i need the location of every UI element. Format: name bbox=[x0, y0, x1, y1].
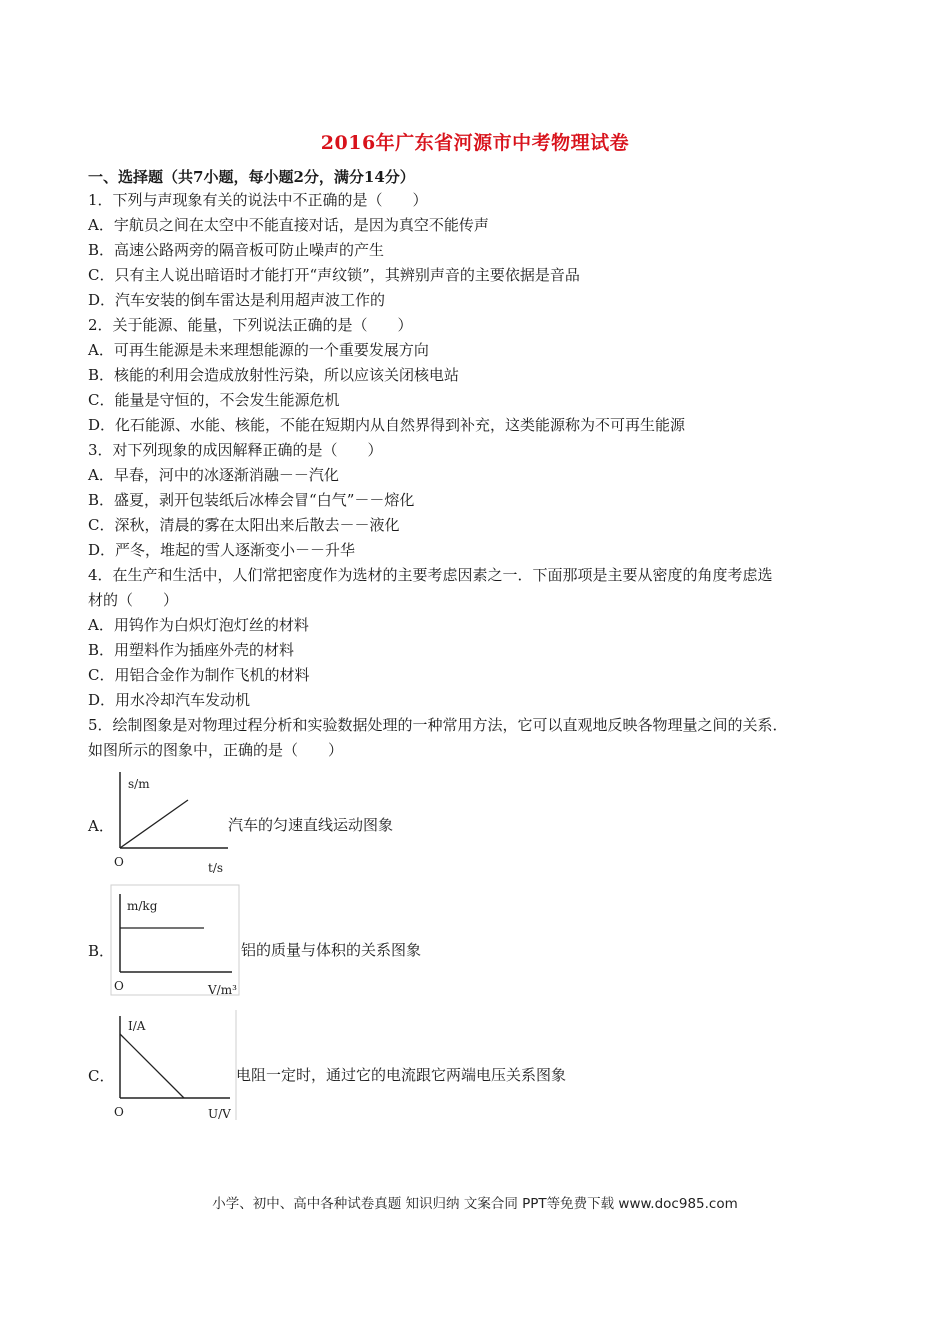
figure-a-label: A． bbox=[88, 817, 114, 835]
graph-a bbox=[110, 762, 240, 878]
option-4c: C．用铝合金作为制作飞机的材料 bbox=[88, 666, 310, 684]
option-3b: B．盛夏，剥开包装纸后冰棒会冒“白气”－－熔化 bbox=[88, 491, 415, 509]
question-5: 5．绘制图象是对物理过程分析和实验数据处理的一种常用方法，它可以直观地反映各物理量之间的关系． bbox=[88, 716, 788, 734]
figure-c-label: C． bbox=[88, 1067, 115, 1085]
figure-option-c bbox=[88, 1008, 648, 1124]
graph-a-y-label: s/m bbox=[128, 777, 150, 791]
graph-c bbox=[110, 1008, 240, 1122]
option-4d: D．用水冷却汽车发动机 bbox=[88, 691, 251, 709]
graph-b bbox=[110, 884, 242, 998]
figure-b-label: B． bbox=[88, 942, 115, 960]
option-3c: C．深秋，清晨的雾在太阳出来后散去－－液化 bbox=[88, 516, 400, 534]
question-5-cont: 如图所示的图象中，正确的是（ ） bbox=[88, 741, 344, 759]
figure-a-caption: 汽车的匀速直线运动图象 bbox=[228, 816, 394, 834]
question-4: 4．在生产和生活中，人们常把密度作为选材的主要考虑因素之一．下面那项是主要从密度的角度考虑选 bbox=[88, 566, 773, 584]
option-2a: A．可再生能源是未来理想能源的一个重要发展方向 bbox=[88, 341, 429, 359]
question-2: 2．关于能源、能量，下列说法正确的是（ ） bbox=[88, 316, 413, 334]
option-2d: D．化石能源、水能、核能，不能在短期内从自然界得到补充，这类能源称为不可再生能源 bbox=[88, 416, 686, 434]
question-4-cont: 材的（ ） bbox=[88, 591, 179, 609]
option-4a: A．用钨作为白炽灯泡灯丝的材料 bbox=[88, 616, 309, 634]
graph-c-origin: O bbox=[114, 1105, 124, 1119]
figure-option-a bbox=[88, 762, 488, 880]
graph-a-x-label: t/s bbox=[208, 861, 224, 875]
graph-c-y-label: I/A bbox=[128, 1019, 146, 1033]
option-1d: D．汽车安装的倒车雷达是利用超声波工作的 bbox=[88, 291, 386, 309]
page-footer: 小学、初中、高中各种试卷真题 知识归纳 文案合同 PPT等免费下载 www.doc985.com bbox=[212, 1196, 738, 1212]
graph-a-origin: O bbox=[114, 855, 124, 869]
option-3d: D．严冬，堆起的雪人逐渐变小－－升华 bbox=[88, 541, 356, 559]
option-1b: B．高速公路两旁的隔音板可防止噪声的产生 bbox=[88, 241, 385, 259]
page-title: 2016年广东省河源市中考物理试卷 bbox=[320, 132, 630, 154]
question-1: 1．下列与声现象有关的说法中不正确的是（ ） bbox=[88, 191, 428, 209]
option-1a: A．宇航员之间在太空中不能直接对话，是因为真空不能传声 bbox=[88, 216, 489, 234]
option-1c: C．只有主人说出暗语时才能打开“声纹锁”，其辨别声音的主要依据是音品 bbox=[88, 266, 580, 284]
figure-b-caption: 铝的质量与体积的关系图象 bbox=[241, 941, 422, 959]
figure-option-b bbox=[88, 884, 488, 1000]
graph-c-x-label: U/V bbox=[208, 1107, 231, 1121]
option-3a: A．早春，河中的冰逐渐消融－－汽化 bbox=[88, 466, 339, 484]
graph-b-origin: O bbox=[114, 979, 124, 993]
question-3: 3．对下列现象的成因解释正确的是（ ） bbox=[88, 441, 383, 459]
option-2b: B．核能的利用会造成放射性污染，所以应该关闭核电站 bbox=[88, 366, 460, 384]
option-2c: C．能量是守恒的，不会发生能源危机 bbox=[88, 391, 340, 409]
option-4b: B．用塑料作为插座外壳的材料 bbox=[88, 641, 295, 659]
figure-c-caption: 电阻一定时，通过它的电流跟它两端电压关系图象 bbox=[236, 1066, 567, 1084]
graph-b-x-label: V/m³ bbox=[208, 983, 237, 997]
section-title: 一、选择题（共7小题，每小题2分，满分14分） bbox=[88, 168, 415, 186]
graph-b-y-label: m/kg bbox=[127, 899, 158, 913]
